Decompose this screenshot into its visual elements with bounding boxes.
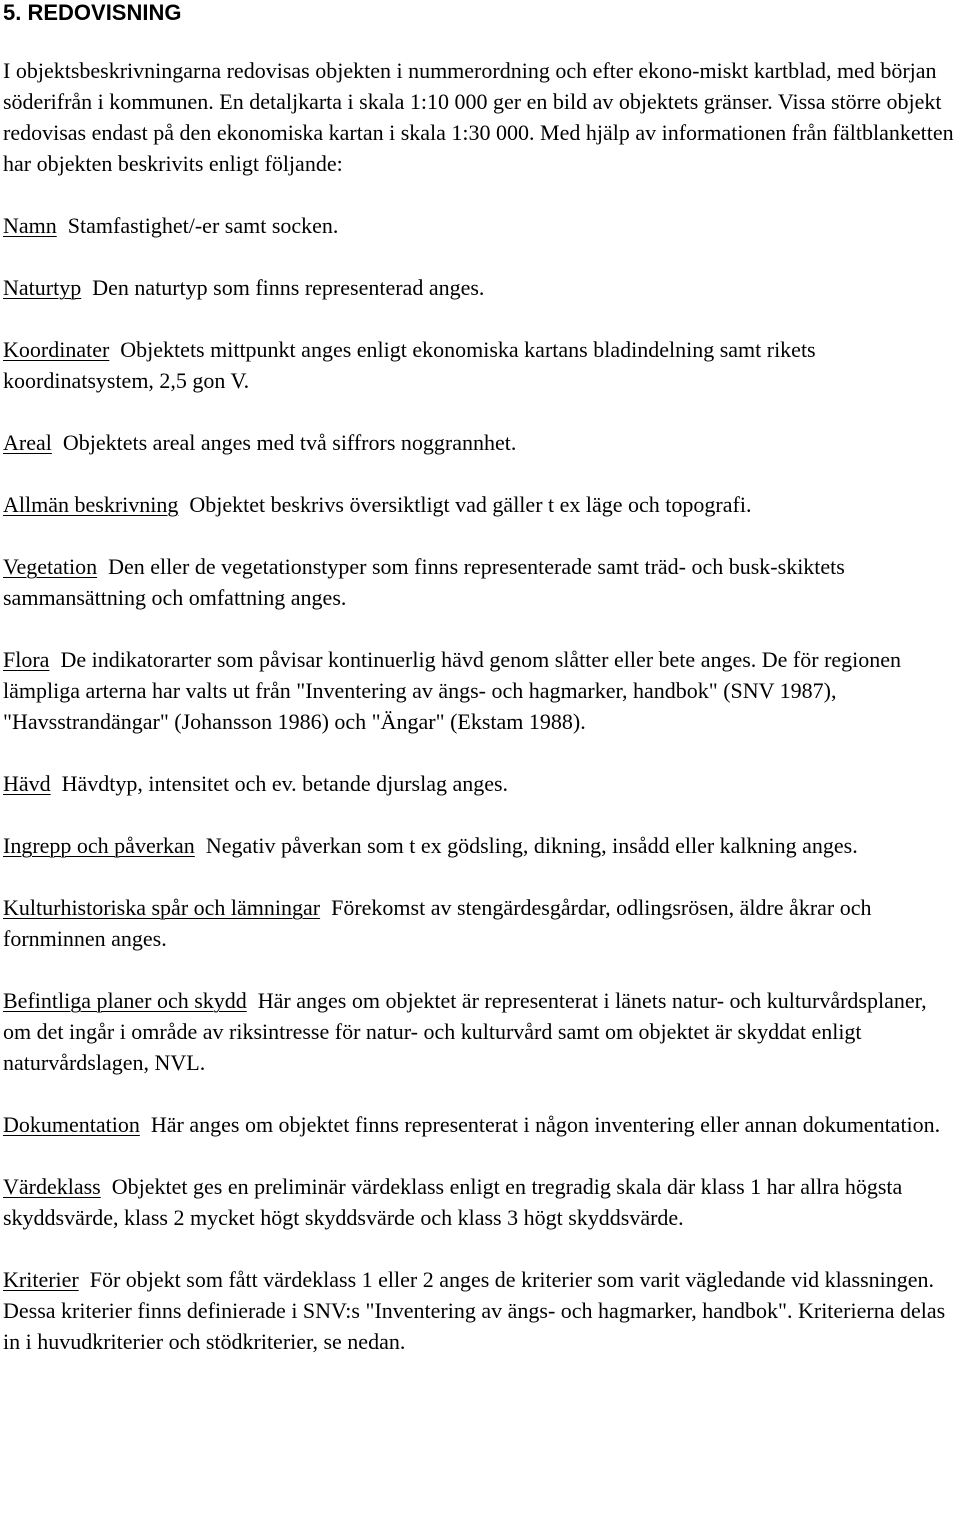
- entry-text: Här anges om objektet finns representerat i någon inventering eller annan dokumentation.: [150, 1112, 941, 1137]
- entry-text: Den eller de vegetationstyper som finns representerade samt träd- och busk-skiktets sammansättning och omfattning anges.: [3, 554, 845, 610]
- entry-text: Objektets mittpunkt anges enligt ekonomiska kartans bladindelning samt rikets koordinatsystem, 2,5 gon V.: [3, 337, 816, 393]
- entry-text: Förekomst av stengärdesgårdar, odlingsrösen, äldre åkrar och fornminnen anges.: [3, 895, 872, 951]
- entry-havd: [3, 768, 955, 799]
- entry-vegetation: [3, 551, 955, 613]
- entry-term: Allmän beskrivning: [3, 492, 179, 517]
- entry-koordinater: [3, 334, 955, 396]
- entry-term: Koordinater: [3, 337, 110, 362]
- entry-term: Dokumentation: [3, 1112, 140, 1137]
- entry-naturtyp: [3, 272, 955, 303]
- entry-term: Flora: [3, 647, 50, 672]
- entry-term: Vegetation: [3, 554, 98, 579]
- entry-term: Naturtyp: [3, 275, 82, 300]
- entry-text: Objektet beskrivs översiktligt vad gäller t ex läge och topografi.: [189, 492, 752, 517]
- entry-text: Stamfastighet/-er samt socken.: [67, 213, 339, 238]
- entry-text: Hävdtyp, intensitet och ev. betande djurslag anges.: [61, 771, 509, 796]
- entry-dokumentation: [3, 1109, 955, 1140]
- entry-kulturhistoriska-spar: [3, 892, 955, 954]
- entry-text: Här anges om objektet är representerat i länets natur- och kulturvårdsplaner, om det ingår i område av riksintresse för natur- och kulturvård samt om objektet är skyddat enligt naturvårdslagen, NVL.: [3, 988, 927, 1075]
- entry-text: Objektet ges en preliminär värdeklass enligt en tregradig skala där klass 1 har allra högsta skyddsvärde, klass 2 mycket högt skyddsvärde och klass 3 högt skyddsvärde.: [3, 1174, 903, 1230]
- entry-text: De indikatorarter som påvisar kontinuerlig hävd genom slåtter eller bete anges. De för regionen lämpliga arterna har valts ut från "Inventering av ängs- och hagmarker, handbok" (SNV 1987), "Havsstrandängar" (Johansson 1986) och "Ängar" (Ekstam 1988).: [3, 647, 902, 734]
- document-page: [3, 0, 955, 1357]
- entry-term: Hävd: [3, 771, 51, 796]
- entry-term: Befintliga planer och skydd: [3, 988, 247, 1013]
- entry-kriterier: [3, 1264, 955, 1357]
- entry-text: För objekt som fått värdeklass 1 eller 2 anges de kriterier som varit vägledande vid klassningen. Dessa kriterier finns definierade i SNV:s "Inventering av ängs- och hagmarker, handbok". Kriterierna delas in i huvudkriterier och stödkriterier, se nedan.: [3, 1267, 946, 1354]
- entry-allman-beskrivning: [3, 489, 955, 520]
- entry-vardeklass: [3, 1171, 955, 1233]
- entry-ingrepp-och-paverkan: [3, 830, 955, 861]
- entry-namn: [3, 210, 955, 241]
- entry-areal: [3, 427, 955, 458]
- entry-term: Kriterier: [3, 1267, 79, 1292]
- entry-text: Den naturtyp som finns representerad anges.: [92, 275, 485, 300]
- section-heading: 5. REDOVISNING: [3, 0, 182, 25]
- entry-term: Namn: [3, 213, 57, 238]
- entry-befintliga-planer: [3, 985, 955, 1078]
- intro-paragraph: I objektsbeskrivningarna redovisas objekten i nummerordning och efter ekono-miskt kartblad, med början söderifrån i kommunen. En detaljkarta i skala 1:10 000 ger en bild av objektets gränser. Vissa större objekt redovisas endast på den ekonomiska kartan i skala 1:30 000. Med hjälp av informationen från fältblanketten har objekten beskrivits enligt följande:: [3, 58, 954, 176]
- entry-term: Kulturhistoriska spår och lämningar: [3, 895, 321, 920]
- entry-term: Ingrepp och påverkan: [3, 833, 195, 858]
- entry-text: Negativ påverkan som t ex gödsling, dikning, insådd eller kalkning anges.: [205, 833, 858, 858]
- entry-term: Areal: [3, 430, 52, 455]
- entry-text: Objektets areal anges med två siffrors noggrannhet.: [62, 430, 517, 455]
- entry-term: Värdeklass: [3, 1174, 101, 1199]
- entry-flora: [3, 644, 955, 737]
